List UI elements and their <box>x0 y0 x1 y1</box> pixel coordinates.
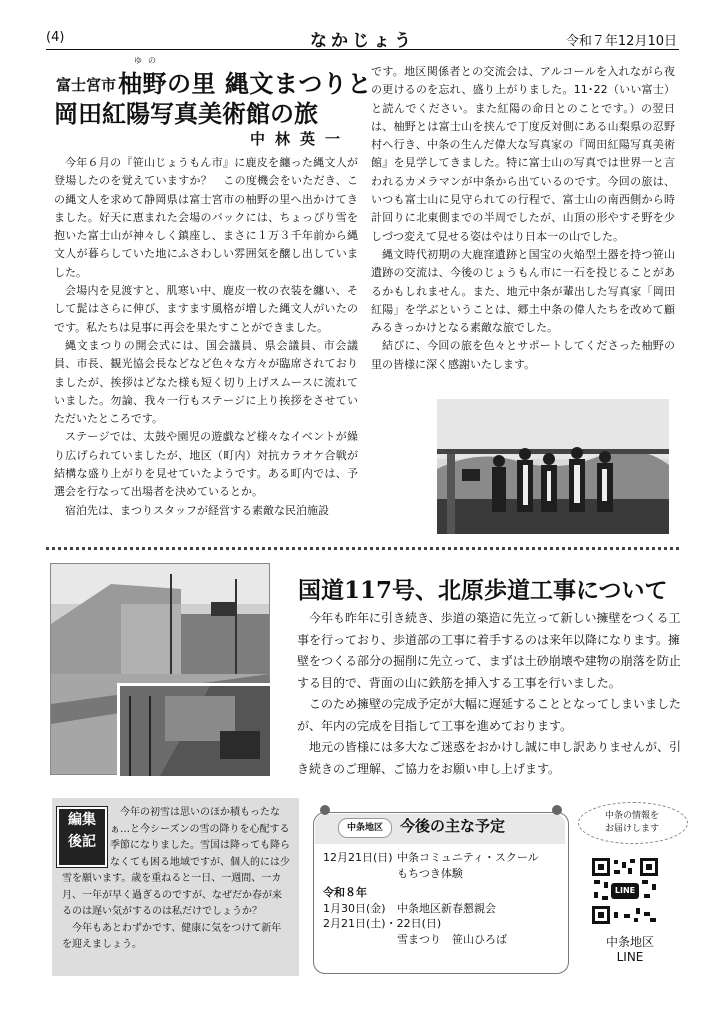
title-ruby: ゆの <box>134 56 162 65</box>
event-name: 雪まつり 笹山ひろば <box>397 932 507 946</box>
paragraph: 今年６月の『笹山じょうもん市』に鹿皮を纏った縄文人が登場したのを覚えていますか？ この度機会をいただき、この縄文人を求めて静岡県は富士宮市の柚野の里へ出かけてきました。好天に恵まれた会場のバックには、ちょっぴり雪を抱いた富士山が神々しく鎮座し、まさに１万３千年前から縄文人が暮らしていた地にふさわしい雰囲気を醸し出していました。 <box>54 156 358 279</box>
paragraph: です。地区関係者との交流会は、アルコールを入れながら夜の更けるのを忘れ、盛り上がりました。11･22（いい富士）と読んでください。また紅陽の命日とのことです。）の翌日は、柚野とは富士山を挟んで丁度反対側にある山梨県の忍野村へ行き、中条の生んだ偉大な写真家の『岡田紅陽写真美術館』を見学してきました。特に富士山の写真では世界一と言われるカメラマンが中条から出ているのです。今回の旅は、いつも富士山に見守られての行程で、富士山の南西側から時計回りに北東側までの半周でしたが、山頂の形やすそ野を少しづつ変えて見せる姿はやはり日本一の山でした。 <box>371 65 675 243</box>
paragraph: 会場内を見渡すと、肌寒い中、鹿皮一枚の衣装を纏い、そして髭はさらに伸び、ますます風格が増した縄文人がいたのです。私たちは見事に再会を果たすことができました。 <box>54 284 358 334</box>
article2-title: 国道117号、北原歩道工事について <box>298 577 668 604</box>
article1-author: 中林英一 <box>250 130 351 148</box>
label-line: LINE <box>616 950 644 964</box>
paragraph: 地元の皆様には多大なご迷惑をおかけし誠に申し訳ありませんが、引き続きのご理解、ご協力をお願い申し上げます。 <box>297 740 682 776</box>
article1-prefix: 富士宮市 <box>56 76 117 94</box>
list-item <box>323 932 563 948</box>
event-name: 中条地区新春懇親会 <box>397 901 496 915</box>
road-work-photo <box>117 683 273 779</box>
event-name: 中条コミュニティ・スクール <box>397 851 539 864</box>
schedule-list <box>323 850 563 947</box>
schedule-title: 今後の主な予定 <box>400 817 506 835</box>
article1-column1 <box>54 154 358 520</box>
paragraph: 今年の初雪は思いのほか積もったなぁ…と今シーズンの雪の降りを心配する季節になりました。雪国は降っても降らなくても困る地域ですが、個人的には少雪を願います。歳を重ねると一日、一週間、一カ月、一年が早く過ぎるのですが、なぜだか春が来るのは遅い気がするのは私だけでしょうか？ <box>62 807 290 917</box>
article1-title-line2: 岡田紅陽写真美術館の旅 <box>54 99 318 128</box>
pin-icon <box>320 805 330 815</box>
page-number: (4) <box>46 30 65 45</box>
event-date: 1月30日(金) <box>323 901 386 915</box>
list-item <box>323 901 563 917</box>
list-item <box>323 885 563 901</box>
schedule-area-tag: 中条地区 <box>338 818 392 838</box>
event-name: もちつき体験 <box>397 866 463 880</box>
event-date <box>323 866 397 882</box>
article1-title-line1: 柚野の里 縄文まつりと <box>118 69 372 98</box>
pin-icon <box>552 805 562 815</box>
qr-caption <box>588 810 676 836</box>
qr-line-label: LINE <box>614 886 636 895</box>
event-date: 12月21日(日) <box>323 851 393 864</box>
article1-column2 <box>371 63 675 374</box>
paragraph: ステージでは、太鼓や園児の遊戯など様々なイベントが繰り広げられていましたが、地区（町内）対抗カラオケ合戦が結構な盛り上がりを見せていたようです。ある町内では、予選会を行なって出場者を決めているとか。 <box>54 430 358 499</box>
line-label <box>580 935 680 965</box>
badge-line: 編集 <box>68 812 96 828</box>
paragraph: 結びに、今回の旅を色々とサポートしてくださった柚野の里の皆様に深く感謝いたします。 <box>371 339 675 371</box>
festival-stage-photo <box>437 399 669 534</box>
section-divider <box>46 547 679 550</box>
event-date: 2月21日(土)・22日(日) <box>323 917 442 930</box>
paragraph: 今年もあとわずかです、健康に気をつけて新年を迎えましょう。 <box>62 922 282 950</box>
list-item <box>323 866 563 882</box>
paragraph: 今年も昨年に引き続き、歩道の築造に先立って新しい擁壁をつくる工事を行っており、歩道部の工事に着手するのは来年以降になります。擁壁をつくる部分の掘削に先立って、まずは土砂崩壊や建物の崩落を防止する目的で、背面の山に鉄筋を挿入する工事を行いました。 <box>297 611 681 690</box>
badge-line: 後記 <box>68 834 96 850</box>
editor-note-badge <box>57 807 107 867</box>
list-item <box>323 850 563 866</box>
event-date <box>323 932 397 948</box>
paragraph: 縄文時代初期の大鹿窪遺跡と国宝の火焔型土器を持つ笹山遺跡の交流は、今後のじょうもん市に一石を投じることがあるかもしれません。また、地元中条が輩出した写真家「岡田紅陽」を学ぶということは、郷土中条の偉人たちを改めて顧みるきっかけとなる素敵な旅でした。 <box>371 247 675 335</box>
era-year: 令和８年 <box>323 886 367 899</box>
paragraph: 縄文まつりの開会式には、国会議員、県会議員、市会議員、市長、観光協会長などなど色々な方々が臨席されておりましたが、挨拶はどなた様も短く切り上げスムースに流れていました。勿論、我々一行もステージに上り挨拶をさせていただいたところです。 <box>54 338 358 426</box>
caption-line: お届けします <box>604 824 659 834</box>
header-rule <box>46 49 679 50</box>
issue-date: 令和７年12月10日 <box>565 34 677 49</box>
list-item <box>323 916 563 932</box>
article2-body <box>297 608 682 780</box>
label-line: 中条地区 <box>605 935 654 949</box>
paragraph: 宿泊先は、まつりスタッフが経営する素敵な民泊施設 <box>65 503 329 517</box>
newsletter-title: なかじょう <box>310 31 415 51</box>
caption-line: 中条の情報を <box>604 811 659 821</box>
paragraph: このため擁壁の完成予定が大幅に遅延することとなってしまいましたが、年内の完成を目指して工事を進めております。 <box>297 697 682 733</box>
